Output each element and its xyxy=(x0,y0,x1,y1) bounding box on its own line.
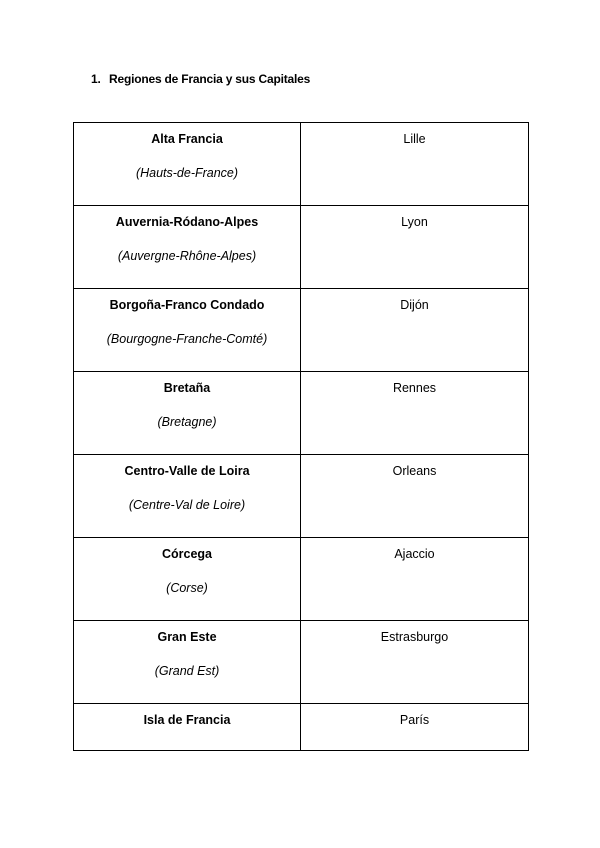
region-cell xyxy=(74,455,301,538)
region-name: Gran Este xyxy=(157,630,217,644)
regions-table xyxy=(73,122,529,751)
region-native-name: (Corse) xyxy=(166,581,208,595)
capital-name: Ajaccio xyxy=(394,547,435,561)
table-row xyxy=(74,621,529,704)
region-cell xyxy=(74,621,301,704)
region-name: Córcega xyxy=(161,547,213,561)
table-row xyxy=(74,206,529,289)
region-name: Borgoña-Franco Condado xyxy=(109,298,265,312)
table-row xyxy=(74,372,529,455)
region-cell xyxy=(74,289,301,372)
capital-name: Dijón xyxy=(400,298,429,312)
region-native-name: (Bretagne) xyxy=(157,415,217,429)
capital-cell xyxy=(301,372,529,455)
capital-cell xyxy=(301,621,529,704)
table-row xyxy=(74,704,529,751)
region-cell xyxy=(74,372,301,455)
region-native-name: (Bourgogne-Franche-Comté) xyxy=(106,332,268,346)
capital-cell xyxy=(301,538,529,621)
section-heading xyxy=(91,72,310,86)
region-name: Alta Francia xyxy=(151,132,223,146)
capital-cell xyxy=(301,123,529,206)
capital-name: Lyon xyxy=(401,215,428,229)
table-row xyxy=(74,123,529,206)
region-cell xyxy=(74,704,301,751)
table-row xyxy=(74,455,529,538)
capital-name: Orleans xyxy=(392,464,437,478)
heading-title: Regiones de Francia y sus Capitales xyxy=(109,72,311,86)
table-row xyxy=(74,289,529,372)
region-cell xyxy=(74,123,301,206)
capital-cell xyxy=(301,704,529,751)
capital-cell xyxy=(301,206,529,289)
region-name: Centro-Valle de Loira xyxy=(124,464,250,478)
region-name: Auvernia-Ródano-Alpes xyxy=(115,215,259,229)
capital-name: Estrasburgo xyxy=(380,630,449,644)
capital-name: Rennes xyxy=(392,381,437,395)
region-native-name: (Auvergne-Rhône-Alpes) xyxy=(117,249,257,263)
region-cell xyxy=(74,538,301,621)
region-cell xyxy=(74,206,301,289)
region-native-name: (Grand Est) xyxy=(154,664,220,678)
capital-cell xyxy=(301,289,529,372)
table-row xyxy=(74,538,529,621)
region-name: Isla de Francia xyxy=(143,713,231,727)
region-name: Bretaña xyxy=(163,381,211,395)
region-native-name: (Centre-Val de Loire) xyxy=(128,498,246,512)
capital-cell xyxy=(301,455,529,538)
capital-name: París xyxy=(399,713,430,727)
heading-number: 1. xyxy=(91,72,101,86)
region-native-name: (Hauts-de-France) xyxy=(135,166,239,180)
capital-name: Lille xyxy=(403,132,426,146)
